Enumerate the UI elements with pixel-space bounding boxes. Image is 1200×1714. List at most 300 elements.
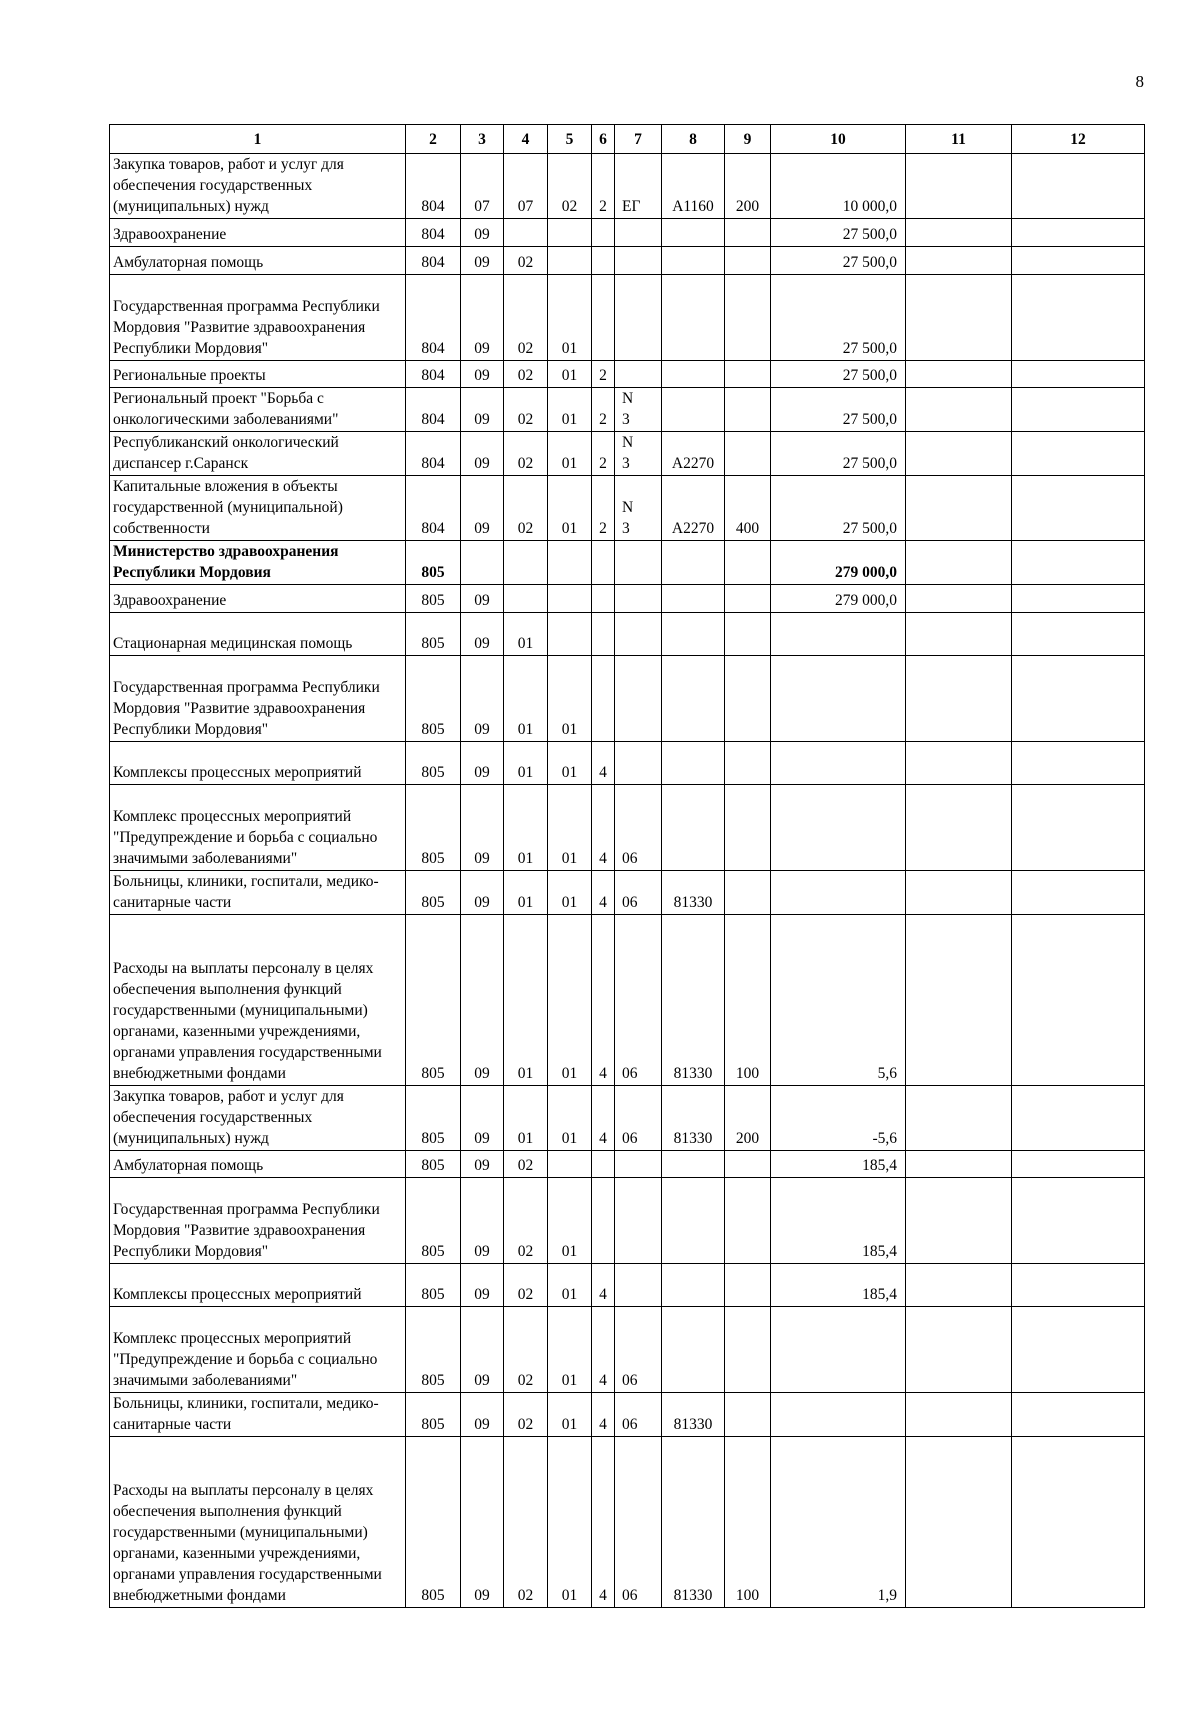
program-code-cell: 01 <box>548 742 592 785</box>
activity-code-cell <box>615 219 662 247</box>
amount-col11-cell <box>906 613 1012 656</box>
item-name-cell: Расходы на выплаты персоналу в целях обеспечения выполнения функций государственными (муниципальными) органами, казенными учреждениями, органами управления государственными внебюджетными фондами <box>110 1437 406 1608</box>
program-code-cell: 02 <box>548 154 592 219</box>
activity-code-cell: 06 <box>615 1086 662 1151</box>
item-name-cell: Закупка товаров, работ и услуг для обеспечения государственных (муниципальных) нужд <box>110 1086 406 1151</box>
program-code-cell: 01 <box>548 785 592 871</box>
subprogram-code-cell: 2 <box>592 476 615 541</box>
item-name-cell: Государственная программа Республики Мордовия "Развитие здравоохранения Республики Мордовия" <box>110 275 406 361</box>
ministry-code-cell: 804 <box>406 247 461 275</box>
section-code-cell: 09 <box>461 1086 504 1151</box>
subprogram-code-cell <box>592 656 615 742</box>
item-name-cell: Государственная программа Республики Мордовия "Развитие здравоохранения Республики Мордовия" <box>110 656 406 742</box>
ministry-code-cell: 805 <box>406 1086 461 1151</box>
item-name-cell: Амбулаторная помощь <box>110 247 406 275</box>
amount-col11-cell <box>906 1437 1012 1608</box>
section-code-cell: 09 <box>461 476 504 541</box>
table-row <box>110 361 1145 388</box>
subsection-code-cell: 02 <box>504 1437 548 1608</box>
amount-col12-cell <box>1012 432 1145 476</box>
program-code-cell <box>548 1151 592 1178</box>
program-code-cell <box>548 541 592 585</box>
expense-type-code-cell <box>725 1151 771 1178</box>
program-code-cell: 01 <box>548 275 592 361</box>
amount-cell: 185,4 <box>771 1151 906 1178</box>
activity-code-cell: N 3 <box>615 476 662 541</box>
expense-type-code-cell <box>725 613 771 656</box>
item-name-cell: Здравоохранение <box>110 219 406 247</box>
amount-col11-cell <box>906 432 1012 476</box>
expense-type-code-cell <box>725 656 771 742</box>
amount-col11-cell <box>906 275 1012 361</box>
amount-col12-cell <box>1012 476 1145 541</box>
subprogram-code-cell <box>592 1151 615 1178</box>
direction-code-cell <box>662 541 725 585</box>
activity-code-cell <box>615 742 662 785</box>
amount-col11-cell <box>906 585 1012 613</box>
ministry-code-cell: 805 <box>406 1151 461 1178</box>
ministry-code-cell: 805 <box>406 613 461 656</box>
program-code-cell: 01 <box>548 1178 592 1264</box>
direction-code-cell <box>662 219 725 247</box>
subprogram-code-cell <box>592 1178 615 1264</box>
section-code-cell: 09 <box>461 656 504 742</box>
table-row <box>110 476 1145 541</box>
column-header-5: 5 <box>548 125 592 154</box>
activity-code-cell: 06 <box>615 1393 662 1437</box>
expense-type-code-cell <box>725 247 771 275</box>
expense-type-code-cell <box>725 785 771 871</box>
table-row <box>110 432 1145 476</box>
ministry-code-cell: 804 <box>406 476 461 541</box>
subsection-code-cell: 02 <box>504 1393 548 1437</box>
activity-code-cell <box>615 1178 662 1264</box>
subprogram-code-cell <box>592 219 615 247</box>
subprogram-code-cell: 4 <box>592 1437 615 1608</box>
amount-col11-cell <box>906 1393 1012 1437</box>
amount-col12-cell <box>1012 1086 1145 1151</box>
amount-cell <box>771 742 906 785</box>
direction-code-cell: А1160 <box>662 154 725 219</box>
subsection-code-cell: 01 <box>504 656 548 742</box>
amount-col11-cell <box>906 476 1012 541</box>
section-code-cell: 09 <box>461 1178 504 1264</box>
amount-col12-cell <box>1012 1178 1145 1264</box>
amount-col12-cell <box>1012 656 1145 742</box>
amount-col12-cell <box>1012 915 1145 1086</box>
section-code-cell: 09 <box>461 1151 504 1178</box>
activity-code-cell: N 3 <box>615 432 662 476</box>
subsection-code-cell <box>504 585 548 613</box>
program-code-cell: 01 <box>548 361 592 388</box>
ministry-code-cell: 805 <box>406 656 461 742</box>
amount-cell <box>771 1307 906 1393</box>
direction-code-cell <box>662 1178 725 1264</box>
budget-table <box>109 124 1145 1608</box>
column-header-9: 9 <box>725 125 771 154</box>
amount-col11-cell <box>906 656 1012 742</box>
subprogram-code-cell <box>592 541 615 585</box>
amount-col11-cell <box>906 388 1012 432</box>
ministry-code-cell: 804 <box>406 361 461 388</box>
subsection-code-cell: 02 <box>504 1307 548 1393</box>
amount-cell <box>771 871 906 915</box>
activity-code-cell: ЕГ <box>615 154 662 219</box>
activity-code-cell <box>615 275 662 361</box>
amount-col12-cell <box>1012 785 1145 871</box>
amount-cell: 27 500,0 <box>771 361 906 388</box>
table-row <box>110 785 1145 871</box>
amount-col12-cell <box>1012 742 1145 785</box>
subsection-code-cell: 02 <box>504 247 548 275</box>
expense-type-code-cell <box>725 871 771 915</box>
table-row <box>110 656 1145 742</box>
direction-code-cell: А2270 <box>662 432 725 476</box>
ministry-code-cell: 805 <box>406 1264 461 1307</box>
table-header-row <box>110 125 1145 154</box>
amount-col11-cell <box>906 1178 1012 1264</box>
section-code-cell: 09 <box>461 742 504 785</box>
table-row <box>110 247 1145 275</box>
amount-col12-cell <box>1012 219 1145 247</box>
subprogram-code-cell: 4 <box>592 1264 615 1307</box>
program-code-cell <box>548 247 592 275</box>
table-row <box>110 915 1145 1086</box>
amount-col12-cell <box>1012 1437 1145 1608</box>
activity-code-cell <box>615 613 662 656</box>
column-header-4: 4 <box>504 125 548 154</box>
item-name-cell: Республиканский онкологический диспансер г.Саранск <box>110 432 406 476</box>
amount-col11-cell <box>906 785 1012 871</box>
item-name-cell: Комплексы процессных мероприятий <box>110 742 406 785</box>
ministry-code-cell: 805 <box>406 541 461 585</box>
amount-col12-cell <box>1012 1264 1145 1307</box>
amount-cell: 27 500,0 <box>771 432 906 476</box>
amount-col12-cell <box>1012 154 1145 219</box>
amount-cell: 279 000,0 <box>771 585 906 613</box>
subsection-code-cell: 01 <box>504 1086 548 1151</box>
item-name-cell: Здравоохранение <box>110 585 406 613</box>
column-header-1: 1 <box>110 125 406 154</box>
table-row <box>110 275 1145 361</box>
ministry-code-cell: 805 <box>406 1437 461 1608</box>
section-code-cell: 09 <box>461 871 504 915</box>
amount-cell: 27 500,0 <box>771 219 906 247</box>
table-row <box>110 388 1145 432</box>
subsection-code-cell: 02 <box>504 1151 548 1178</box>
activity-code-cell <box>615 1264 662 1307</box>
table-row <box>110 1307 1145 1393</box>
section-code-cell: 09 <box>461 785 504 871</box>
expense-type-code-cell: 100 <box>725 1437 771 1608</box>
program-code-cell: 01 <box>548 1307 592 1393</box>
subsection-code-cell: 02 <box>504 275 548 361</box>
program-code-cell: 01 <box>548 915 592 1086</box>
section-code-cell: 07 <box>461 154 504 219</box>
direction-code-cell <box>662 656 725 742</box>
column-header-3: 3 <box>461 125 504 154</box>
ministry-code-cell: 804 <box>406 388 461 432</box>
amount-cell <box>771 785 906 871</box>
amount-col12-cell <box>1012 1307 1145 1393</box>
amount-col12-cell <box>1012 613 1145 656</box>
subprogram-code-cell: 2 <box>592 388 615 432</box>
amount-cell: 27 500,0 <box>771 275 906 361</box>
direction-code-cell: 81330 <box>662 871 725 915</box>
subsection-code-cell: 02 <box>504 432 548 476</box>
ministry-code-cell: 805 <box>406 585 461 613</box>
ministry-code-cell: 805 <box>406 871 461 915</box>
direction-code-cell <box>662 1151 725 1178</box>
ministry-code-cell: 805 <box>406 1178 461 1264</box>
section-code-cell: 09 <box>461 1264 504 1307</box>
subsection-code-cell: 01 <box>504 785 548 871</box>
subprogram-code-cell: 2 <box>592 432 615 476</box>
amount-cell: 10 000,0 <box>771 154 906 219</box>
section-code-cell: 09 <box>461 361 504 388</box>
expense-type-code-cell <box>725 585 771 613</box>
direction-code-cell: 81330 <box>662 1086 725 1151</box>
activity-code-cell: 06 <box>615 871 662 915</box>
expense-type-code-cell <box>725 541 771 585</box>
subsection-code-cell: 02 <box>504 361 548 388</box>
expense-type-code-cell: 100 <box>725 915 771 1086</box>
amount-col11-cell <box>906 1151 1012 1178</box>
subsection-code-cell: 01 <box>504 742 548 785</box>
page-number: 8 <box>1135 72 1144 91</box>
ministry-code-cell: 804 <box>406 219 461 247</box>
amount-col11-cell <box>906 219 1012 247</box>
amount-cell: 279 000,0 <box>771 541 906 585</box>
section-code-cell: 09 <box>461 613 504 656</box>
subprogram-code-cell <box>592 585 615 613</box>
amount-cell <box>771 1393 906 1437</box>
table-row <box>110 1437 1145 1608</box>
program-code-cell: 01 <box>548 476 592 541</box>
activity-code-cell <box>615 585 662 613</box>
direction-code-cell <box>662 275 725 361</box>
amount-cell: 27 500,0 <box>771 476 906 541</box>
item-name-cell: Больницы, клиники, госпитали, медико-санитарные части <box>110 1393 406 1437</box>
table-row <box>110 871 1145 915</box>
subsection-code-cell <box>504 219 548 247</box>
activity-code-cell <box>615 541 662 585</box>
amount-cell <box>771 656 906 742</box>
column-header-7: 7 <box>615 125 662 154</box>
amount-col11-cell <box>906 361 1012 388</box>
subsection-code-cell: 01 <box>504 915 548 1086</box>
activity-code-cell: 06 <box>615 915 662 1086</box>
expense-type-code-cell <box>725 219 771 247</box>
activity-code-cell <box>615 247 662 275</box>
section-code-cell: 09 <box>461 275 504 361</box>
amount-col12-cell <box>1012 388 1145 432</box>
amount-cell: 27 500,0 <box>771 388 906 432</box>
program-code-cell: 01 <box>548 871 592 915</box>
table-row <box>110 1393 1145 1437</box>
amount-cell: 27 500,0 <box>771 247 906 275</box>
section-code-cell: 09 <box>461 219 504 247</box>
column-header-8: 8 <box>662 125 725 154</box>
direction-code-cell: 81330 <box>662 1437 725 1608</box>
subsection-code-cell: 01 <box>504 871 548 915</box>
subprogram-code-cell: 2 <box>592 361 615 388</box>
program-code-cell: 01 <box>548 1437 592 1608</box>
amount-col12-cell <box>1012 361 1145 388</box>
section-code-cell: 09 <box>461 1393 504 1437</box>
subsection-code-cell: 02 <box>504 1264 548 1307</box>
item-name-cell: Комплекс процессных мероприятий "Предупреждение и борьба с социально значимыми заболеваниями" <box>110 1307 406 1393</box>
amount-cell <box>771 613 906 656</box>
ministry-code-cell: 804 <box>406 275 461 361</box>
direction-code-cell <box>662 361 725 388</box>
expense-type-code-cell <box>725 1178 771 1264</box>
table-row <box>110 613 1145 656</box>
subprogram-code-cell <box>592 247 615 275</box>
expense-type-code-cell <box>725 1307 771 1393</box>
subprogram-code-cell: 4 <box>592 1393 615 1437</box>
ministry-code-cell: 805 <box>406 1393 461 1437</box>
subprogram-code-cell: 4 <box>592 871 615 915</box>
expense-type-code-cell <box>725 432 771 476</box>
column-header-12: 12 <box>1012 125 1145 154</box>
subsection-code-cell: 02 <box>504 1178 548 1264</box>
table-row <box>110 585 1145 613</box>
subprogram-code-cell: 4 <box>592 742 615 785</box>
item-name-cell: Региональный проект "Борьба с онкологическими заболеваниями" <box>110 388 406 432</box>
amount-cell: 1,9 <box>771 1437 906 1608</box>
item-name-cell: Капитальные вложения в объекты государственной (муниципальной) собственности <box>110 476 406 541</box>
expense-type-code-cell <box>725 388 771 432</box>
expense-type-code-cell: 400 <box>725 476 771 541</box>
item-name-cell: Стационарная медицинская помощь <box>110 613 406 656</box>
subsection-code-cell: 02 <box>504 476 548 541</box>
item-name-cell: Региональные проекты <box>110 361 406 388</box>
expense-type-code-cell: 200 <box>725 154 771 219</box>
amount-col12-cell <box>1012 247 1145 275</box>
amount-col12-cell <box>1012 541 1145 585</box>
subprogram-code-cell: 4 <box>592 1307 615 1393</box>
item-name-cell: Расходы на выплаты персоналу в целях обеспечения выполнения функций государственными (муниципальными) органами, казенными учреждениями, органами управления государственными внебюджетными фондами <box>110 915 406 1086</box>
expense-type-code-cell <box>725 1393 771 1437</box>
table-row <box>110 541 1145 585</box>
expense-type-code-cell <box>725 1264 771 1307</box>
program-code-cell <box>548 585 592 613</box>
amount-col11-cell <box>906 154 1012 219</box>
item-name-cell: Амбулаторная помощь <box>110 1151 406 1178</box>
section-code-cell: 09 <box>461 915 504 1086</box>
subsection-code-cell <box>504 541 548 585</box>
direction-code-cell <box>662 247 725 275</box>
amount-col11-cell <box>906 1086 1012 1151</box>
program-code-cell <box>548 613 592 656</box>
column-header-2: 2 <box>406 125 461 154</box>
section-code-cell: 09 <box>461 1437 504 1608</box>
table-row <box>110 1086 1145 1151</box>
program-code-cell: 01 <box>548 1393 592 1437</box>
activity-code-cell <box>615 656 662 742</box>
amount-cell: 185,4 <box>771 1178 906 1264</box>
amount-cell: 185,4 <box>771 1264 906 1307</box>
direction-code-cell <box>662 585 725 613</box>
item-name-cell: Закупка товаров, работ и услуг для обеспечения государственных (муниципальных) нужд <box>110 154 406 219</box>
direction-code-cell: А2270 <box>662 476 725 541</box>
activity-code-cell: N 3 <box>615 388 662 432</box>
ministry-code-cell: 804 <box>406 432 461 476</box>
section-code-cell: 09 <box>461 388 504 432</box>
subprogram-code-cell <box>592 275 615 361</box>
direction-code-cell <box>662 388 725 432</box>
subprogram-code-cell <box>592 613 615 656</box>
ministry-code-cell: 804 <box>406 154 461 219</box>
program-code-cell: 01 <box>548 1264 592 1307</box>
amount-col12-cell <box>1012 1393 1145 1437</box>
program-code-cell: 01 <box>548 656 592 742</box>
item-name-cell: Министерство здравоохранения Республики Мордовия <box>110 541 406 585</box>
activity-code-cell <box>615 361 662 388</box>
amount-col11-cell <box>906 871 1012 915</box>
amount-col11-cell <box>906 742 1012 785</box>
ministry-code-cell: 805 <box>406 785 461 871</box>
section-code-cell: 09 <box>461 432 504 476</box>
table-row <box>110 219 1145 247</box>
direction-code-cell <box>662 1307 725 1393</box>
column-header-11: 11 <box>906 125 1012 154</box>
subsection-code-cell: 02 <box>504 388 548 432</box>
direction-code-cell: 81330 <box>662 1393 725 1437</box>
amount-col11-cell <box>906 247 1012 275</box>
subsection-code-cell: 01 <box>504 613 548 656</box>
subprogram-code-cell: 4 <box>592 1086 615 1151</box>
section-code-cell: 09 <box>461 1307 504 1393</box>
activity-code-cell <box>615 1151 662 1178</box>
item-name-cell: Государственная программа Республики Мордовия "Развитие здравоохранения Республики Мордовия" <box>110 1178 406 1264</box>
section-code-cell <box>461 541 504 585</box>
amount-col12-cell <box>1012 871 1145 915</box>
column-header-6: 6 <box>592 125 615 154</box>
activity-code-cell: 06 <box>615 785 662 871</box>
amount-col11-cell <box>906 915 1012 1086</box>
subprogram-code-cell: 4 <box>592 785 615 871</box>
direction-code-cell <box>662 613 725 656</box>
amount-col12-cell <box>1012 1151 1145 1178</box>
amount-col11-cell <box>906 1307 1012 1393</box>
column-header-10: 10 <box>771 125 906 154</box>
expense-type-code-cell <box>725 275 771 361</box>
subsection-code-cell: 07 <box>504 154 548 219</box>
table-row <box>110 154 1145 219</box>
table-body <box>110 154 1145 1608</box>
section-code-cell: 09 <box>461 585 504 613</box>
amount-cell: 5,6 <box>771 915 906 1086</box>
activity-code-cell: 06 <box>615 1307 662 1393</box>
table-row <box>110 1178 1145 1264</box>
direction-code-cell <box>662 742 725 785</box>
expense-type-code-cell <box>725 742 771 785</box>
ministry-code-cell: 805 <box>406 742 461 785</box>
table-row <box>110 1151 1145 1178</box>
amount-col12-cell <box>1012 585 1145 613</box>
amount-col12-cell <box>1012 275 1145 361</box>
table-row <box>110 742 1145 785</box>
amount-col11-cell <box>906 1264 1012 1307</box>
program-code-cell: 01 <box>548 432 592 476</box>
section-code-cell: 09 <box>461 247 504 275</box>
expense-type-code-cell <box>725 361 771 388</box>
amount-col11-cell <box>906 541 1012 585</box>
direction-code-cell <box>662 785 725 871</box>
direction-code-cell: 81330 <box>662 915 725 1086</box>
